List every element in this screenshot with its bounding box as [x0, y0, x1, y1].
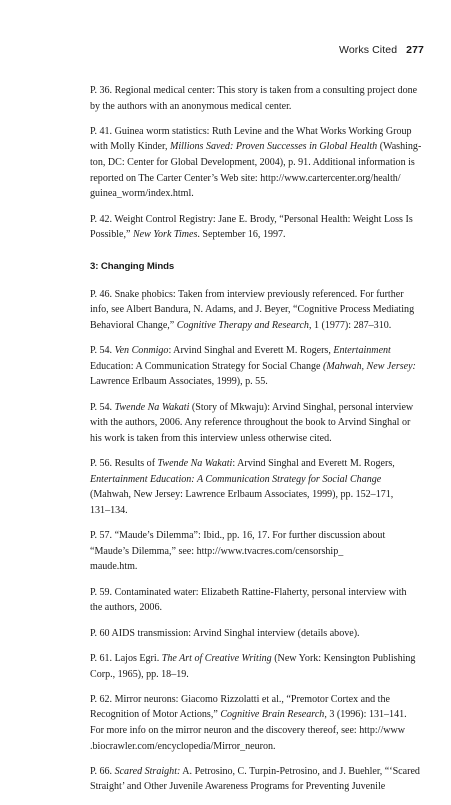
citation-note	[90, 764, 420, 795]
citation-note	[90, 528, 416, 575]
citation-line: ton, DC: Center for Global Development, 2004), p. 91. Additional information is	[90, 157, 415, 169]
running-head	[339, 44, 424, 56]
citation-line: with Molly Kinder, Millions Saved: Proven Successes in Global Health (Washing-	[90, 141, 422, 153]
citation-line: For more info on the mirror neuron and the discovery thereof, see: http://www	[90, 724, 406, 736]
notes-group-chapter-3	[90, 287, 420, 795]
citation-note	[90, 83, 416, 114]
citation-line: (Mahwah, New Jersey: Lawrence Erlbaum Associates, 1999), pp. 152–171,	[90, 489, 394, 501]
citation-line: P. 54. Ven Conmigo: Arvind Singhal and Everett M. Rogers, Entertainment	[90, 345, 391, 357]
citation-line: P. 42. Weight Control Registry: Jane E. Brody, “Personal Health: Weight Loss Is	[90, 213, 413, 225]
citation-line: guinea_worm/index.html.	[90, 188, 194, 200]
citation-line: Education: A Communication Strategy for Social Change (Mahwah, New Jersey:	[90, 360, 416, 372]
citation-line: P. 36. Regional medical center: This story is taken from a consulting project done	[90, 85, 418, 96]
citation-line: P. 57. “Maude’s Dilemma”: Ibid., pp. 16, 17. For further discussion about	[90, 530, 386, 542]
citation-note	[90, 287, 416, 334]
citation-note	[90, 212, 416, 243]
citation-line: “Maude’s Dilemma,” see: http://www.tvacres.com/censorship_	[90, 545, 344, 557]
citation-line: Entertainment Education: A Communication Strategy for Social Change	[90, 473, 382, 485]
citation-note	[90, 626, 416, 642]
citation-line: P. 59. Contaminated water: Elizabeth Rattine-Flaherty, personal interview with	[90, 586, 407, 598]
citation-line: his work is taken from this interview unless otherwise cited.	[90, 432, 332, 444]
citation-line: Behavioral Change,” Cognitive Therapy and Research, 1 (1977): 287–310.	[90, 320, 392, 331]
section-heading: 3: Changing Minds	[90, 260, 175, 272]
works-cited-body	[90, 83, 422, 805]
citation-line: .biocrawler.com/encyclopedia/Mirror_neuron.	[90, 740, 276, 752]
citation-line: Corp., 1965), pp. 18–19.	[90, 668, 189, 680]
citation-line: P. 54. Twende Na Wakati (Story of Mkwaju): Arvind Singhal, personal interview	[90, 401, 414, 413]
running-head-title: Works Cited	[339, 44, 398, 56]
citation-line: P. 62. Mirror neurons: Giacomo Rizzolatti et al., “Premotor Cortex and the	[90, 693, 390, 705]
page-number: 277	[406, 44, 424, 56]
citation-note	[90, 400, 416, 447]
citation-note	[90, 692, 416, 754]
citation-line: P. 60 AIDS transmission: Arvind Singhal interview (details above).	[90, 627, 360, 639]
citation-line: reported on The Carter Center’s Web site: http://www.cartercenter.org/health/	[90, 172, 401, 184]
citation-line: Possible,” New York Times. September 16, 1997.	[90, 229, 286, 241]
citation-line: Lawrence Erlbaum Associates, 1999), p. 55.	[90, 376, 268, 388]
citation-line: Straight’ and Other Juvenile Awareness Programs for Preventing Juvenile	[90, 781, 386, 793]
citation-line: Recognition of Motor Actions,” Cognitive Brain Research, 3 (1996): 131–141.	[90, 709, 407, 721]
citation-line: P. 41. Guinea worm statistics: Ruth Levine and the What Works Working Group	[90, 125, 412, 137]
citation-line: info, see Albert Bandura, N. Adams, and J. Beyer, “Cognitive Process Mediating	[90, 304, 415, 316]
citation-note	[90, 651, 416, 682]
citation-note	[90, 343, 416, 390]
citation-note	[90, 585, 416, 616]
citation-line: by the authors with an anonymous medical center.	[90, 100, 292, 112]
notes-group-chapter-2	[90, 83, 422, 243]
citation-line: P. 61. Lajos Egri. The Art of Creative Writing (New York: Kensington Publishing	[90, 652, 416, 664]
citation-line: the authors, 2006.	[90, 602, 162, 614]
citation-line: with the authors, 2006. Any reference throughout the book to Arvind Singhal or	[90, 417, 411, 429]
citation-line: 131–134.	[90, 505, 128, 516]
citation-line: maude.htm.	[90, 561, 138, 573]
citation-note	[90, 124, 422, 202]
citation-line: P. 46. Snake phobics: Taken from interview previously referenced. For further	[90, 288, 404, 300]
citation-note	[90, 456, 416, 518]
citation-line: P. 66. Scared Straight: A. Petrosino, C. Turpin-Petrosino, and J. Buehler, “‘Scared	[90, 765, 420, 777]
citation-line: P. 56. Results of Twende Na Wakati: Arvind Singhal and Everett M. Rogers,	[90, 458, 395, 470]
